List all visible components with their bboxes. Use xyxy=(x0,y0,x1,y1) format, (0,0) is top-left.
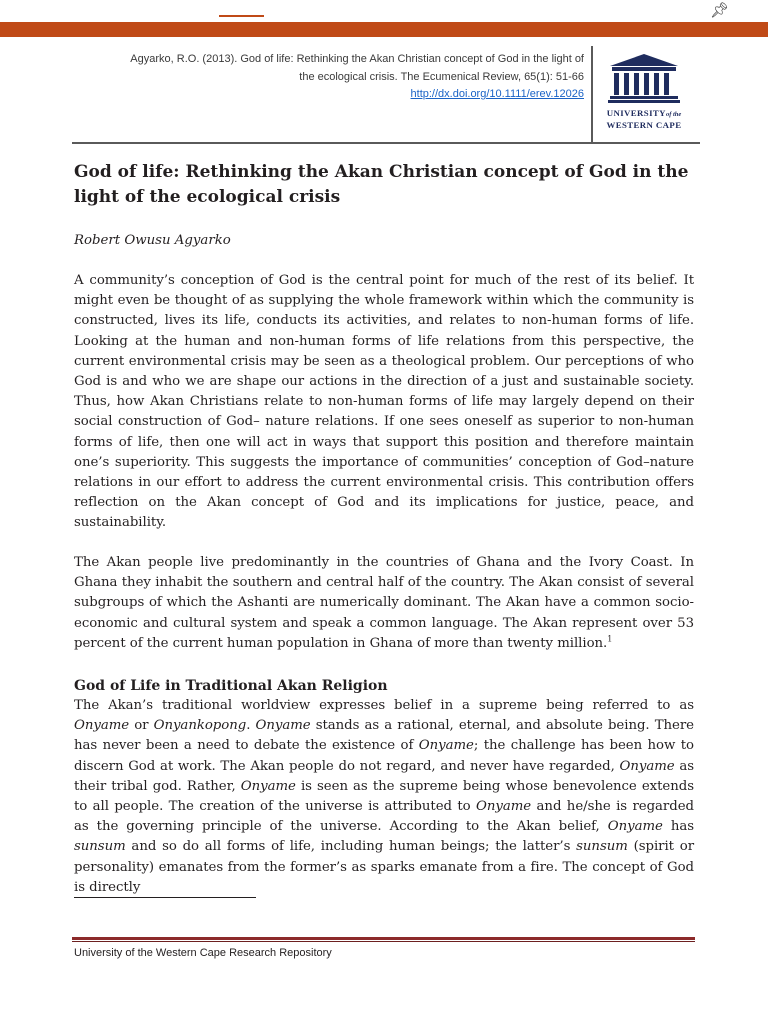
citation-line-1: Agyarko, R.O. (2013). God of life: Rethinking the Akan Christian concept of God in the light of xyxy=(130,53,584,65)
text-run: has xyxy=(662,819,695,835)
footnote-separator xyxy=(74,897,256,898)
italic-term: sunsum xyxy=(576,839,628,855)
italic-term: Onyame xyxy=(476,799,532,815)
text-run: (spirit or personality) emanates from the former’s as sparks emanate from a fire. The concept of God is directly xyxy=(74,839,694,895)
text-run: and so do all forms of life, including human beings; the latter’s xyxy=(125,839,577,855)
header-divider-vertical xyxy=(591,46,593,143)
text-run: or xyxy=(129,718,154,734)
text-run: is seen as the supreme being whose benevolence extends to all people. The creation of the universe is attributed to xyxy=(74,778,694,815)
italic-term: Onyame xyxy=(74,718,130,734)
citation-line-2: the ecological crisis. The Ecumenical Review, 65(1): 51-66 xyxy=(299,70,584,83)
pin-icon[interactable]: 📌︎ xyxy=(710,1,730,19)
footer-text: University of the Western Cape Research Repository xyxy=(74,947,332,959)
header-band xyxy=(0,22,768,37)
section-heading: God of Life in Traditional Akan Religion xyxy=(74,678,388,694)
footer-rule xyxy=(72,937,695,940)
citation xyxy=(60,51,584,104)
abstract-paragraph: A community’s conception of God is the central point for much of the rest of its belief. It might even be thought of as supplying the whole framework within which the community is constructed, lives its life, conducts its activities, and relates to non-human forms of life. Looking at the human and non-human forms of life relations from this perspective, the current environmental crisis may be seen as a theological problem. Our perceptions of who God is and who we are shape our actions in the direction of a just and sustainable society. Thus, how Akan Christians relate to non-human forms of life may largely depend on their social construction of God– nature relations. If one sees oneself as superior to non-human forms of life, then one will act in ways that support this position and therefore maintain one’s superiority. This suggests the importance of communities’ conception of God–nature relations in our effort to address the current environmental crisis. This contribution offers reflection on the Akan concept of God and its implications for justice, peace, and sustainability. xyxy=(74,273,694,531)
text-run: The Akan’s traditional worldview expresses belief in a supreme being referred to as xyxy=(74,698,694,713)
university-logo xyxy=(596,52,692,131)
italic-term: Onyame xyxy=(619,758,675,774)
intro-text: The Akan people live predominantly in the countries of Ghana and the Ivory Coast. In Ghana they inhabit the southern and central half of the country. The Akan consist of several subgroups of which the Ashanti are numerically dominant. The Akan have a common socio-economic and cultural system and speak a common language. The Akan represent over 53 percent of the current human population in Ghana of more than twenty million. xyxy=(74,555,694,651)
logo-wordmark xyxy=(596,108,692,131)
italic-term: sunsum xyxy=(74,839,126,855)
text-run: . xyxy=(246,718,256,734)
italic-term: Onyame xyxy=(240,778,296,794)
intro-paragraph xyxy=(74,553,694,654)
header-divider-horizontal xyxy=(72,142,700,144)
top-toolbar xyxy=(0,0,768,23)
article-title: God of life: Rethinking the Akan Christian concept of God in the light of the ecological crisis xyxy=(74,162,689,207)
doi-link[interactable]: http://dx.doi.org/10.1111/erev.12026 xyxy=(410,88,584,100)
italic-term: Onyankopong xyxy=(153,718,247,734)
logo-text-of-the: of the xyxy=(665,111,682,118)
italic-term: Onyame xyxy=(418,738,474,754)
text-run: as their tribal god. Rather, xyxy=(74,758,694,794)
footer-rule-thin xyxy=(72,941,695,942)
text-run: and he/she is regarded as the governing principle of the universe. According to the Akan belief, xyxy=(74,799,694,835)
section-paragraph xyxy=(74,696,694,898)
text-run: stands as a rational, eternal, and absolute being. There has never been a need to debate the existence of xyxy=(74,718,694,754)
italic-term: Onyame xyxy=(607,819,663,835)
italic-term: Onyame xyxy=(255,718,311,734)
footnote-ref[interactable]: 1 xyxy=(607,634,613,644)
active-tab-indicator[interactable] xyxy=(219,15,264,17)
logo-text-western-cape: WESTERN CAPE xyxy=(606,120,682,130)
logo-text-university: UNIVERSITY xyxy=(606,108,666,118)
article-author: Robert Owusu Agyarko xyxy=(74,233,231,248)
university-building-icon xyxy=(606,52,682,104)
text-run: ; the challenge has been how to discern God at work. The Akan people do not regard, and never have regarded, xyxy=(74,738,694,774)
